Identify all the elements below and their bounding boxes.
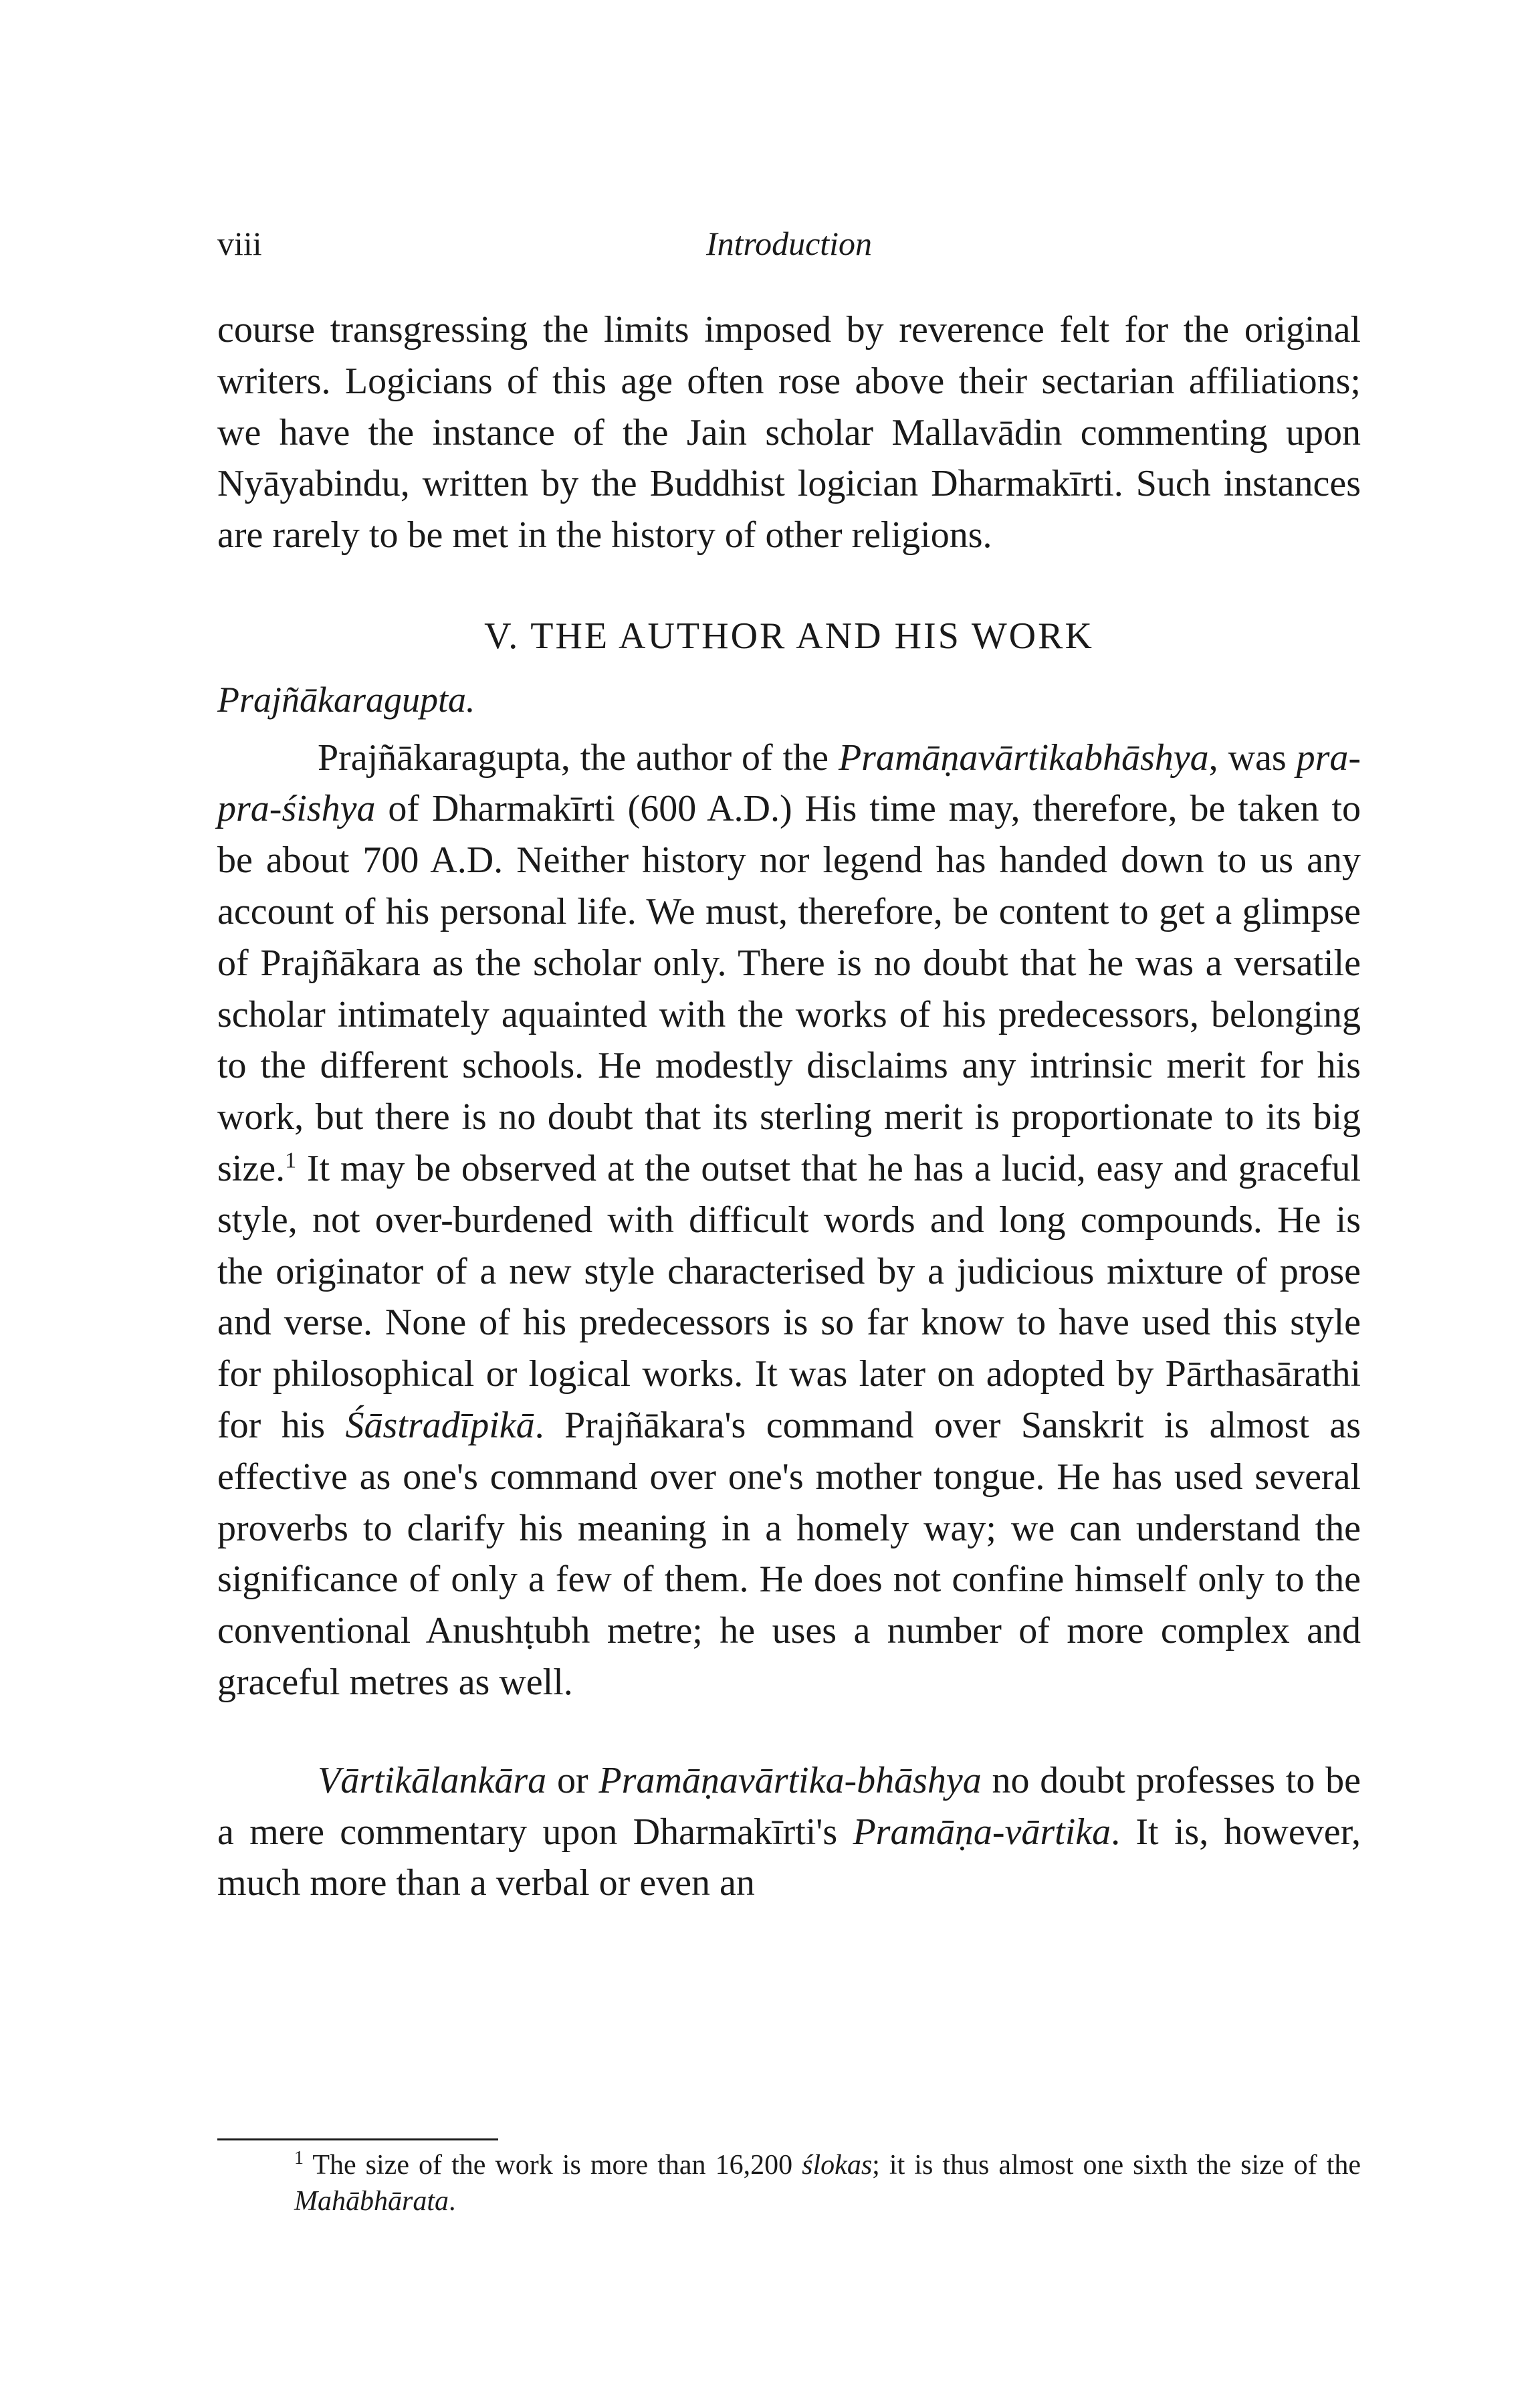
paragraph-logicians: course transgressing the limits imposed by reverence felt for the original writers. Logicians of this age often rose above their sectarian affiliations; we have the instance of the Jain scholar Mallavādin commenting upon Nyāyabindu, written by the Buddhist logician Dharmakīrti. Such instances are rarely to be met in the history of other religions. xyxy=(217,309,1361,557)
section-heading: V. THE AUTHOR AND HIS WORK xyxy=(484,615,1094,657)
work-title: Pramāṇavārtika-bhāshya xyxy=(598,1759,982,1801)
text-segment: of Dharmakīrti (600 A.D.) His time may, therefore, be taken to be about 700 A.D. Neither history nor legend has handed down to us any account of his personal life. We must, therefore, be content to get a glimpse of Prajñākara as the scholar only. There is no doubt that he was a versatile scholar intimately aquainted with the works of his predecessors, belonging to the different schools. He modestly disclaims any intrinsic merit for his work, but there is no doubt that its sterling merit is proportionate to its big size. xyxy=(217,788,1361,1189)
text-segment: ; it is thus almost one sixth the size of the xyxy=(872,2150,1361,2181)
sanskrit-term: ślokas xyxy=(802,2150,873,2181)
page-number: viii xyxy=(217,225,262,262)
text-segment: . Prajñākara's command over Sanskrit is almost as effective as one's command over one's mother tongue. He has used several proverbs to clarify his meaning in a homely way; we can understand the significance of only a few of them. He does not confine himself only to the conventional Anushṭubh metre; he uses a number of more complex and graceful metres as well. xyxy=(217,1404,1361,1703)
text-segment: The size of the work is more than 16,200 xyxy=(312,2150,793,2181)
sanskrit-term: pra-pra-śishya xyxy=(217,736,1361,830)
text-segment: It may be observed at the outset that he has a lucid, easy and graceful style, not over-burdened with difficult words and long compounds. He is the originator of a new style characterised by a judicious mixture of prose and verse. None of his predecessors is so far know to have used this style for philosophical or logical works. It was later on adopted by Pārthasārathi for his xyxy=(217,1147,1361,1446)
work-title: Vārtikālankāra xyxy=(318,1759,547,1801)
footnote xyxy=(294,2147,1361,2219)
paragraph-vartikalankara xyxy=(217,1755,1361,1909)
text-segment: no doubt professes to be a mere commentary upon Dharmakīrti's xyxy=(217,1759,1361,1853)
footnote-marker: 1 xyxy=(294,2148,304,2169)
subheading-prajnakaragupta: Prajñākaragupta. xyxy=(217,679,475,720)
running-head xyxy=(217,224,1361,271)
work-title: Pramāṇa-vārtika xyxy=(853,1811,1111,1853)
footnote-reference: 1 xyxy=(285,1148,297,1173)
work-title: Mahābhārata xyxy=(294,2186,449,2217)
main-text xyxy=(217,304,1361,1909)
text-segment: , was xyxy=(1208,736,1287,779)
running-title: Introduction xyxy=(705,225,873,262)
paragraph-gap xyxy=(217,1708,1361,1755)
paragraph-author xyxy=(217,732,1361,1708)
text-segment: or xyxy=(546,1759,599,1801)
footnote-rule xyxy=(217,2138,498,2140)
text-segment: . It is, however, much more than a verbal or even an xyxy=(217,1811,1361,1904)
text-segment: . xyxy=(449,2186,456,2217)
text-segment: Prajñākaragupta, the author of the xyxy=(318,736,829,779)
work-title: Pramāṇavārtikabhāshya xyxy=(838,736,1209,779)
work-title: Śāstradīpikā xyxy=(345,1404,535,1446)
